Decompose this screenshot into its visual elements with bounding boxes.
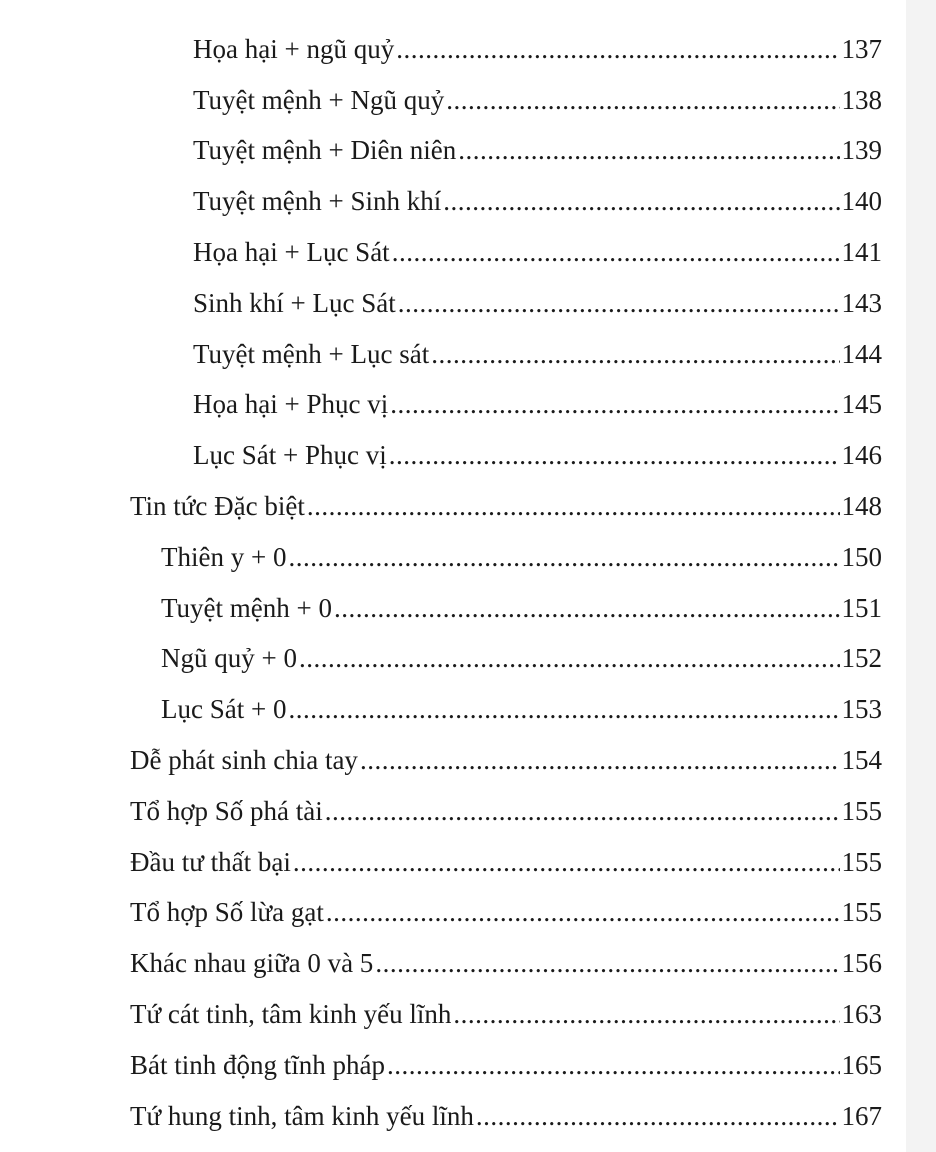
toc-entry-title: Khác nhau giữa 0 và 5: [130, 948, 374, 979]
toc-entry-title: Tổ hợp Số lừa gạt: [130, 897, 324, 928]
toc-page-number: 140: [841, 186, 882, 217]
toc-page-number: 150: [841, 541, 882, 572]
table-of-contents: [0, 24, 936, 1142]
toc-page-number: 144: [841, 338, 882, 369]
toc-entry-row: [130, 796, 882, 827]
toc-page-number: 148: [841, 491, 882, 522]
toc-entry-row: [193, 389, 882, 420]
toc-page-number: 138: [841, 84, 882, 115]
toc-entry-title: Đầu tư thất bại: [130, 846, 291, 877]
toc-page-number: 155: [841, 897, 882, 928]
toc-entry-row: [130, 999, 882, 1030]
toc-dot-leader: [446, 85, 839, 116]
toc-entry[interactable]: [0, 430, 936, 481]
toc-entry-row: [130, 948, 882, 979]
toc-entry[interactable]: [0, 176, 936, 227]
toc-page-number: 152: [841, 643, 882, 674]
toc-page-number: 137: [841, 33, 882, 64]
toc-entry-row: [193, 237, 882, 268]
toc-dot-leader: [443, 186, 839, 217]
toc-entry[interactable]: [0, 938, 936, 989]
toc-entry[interactable]: [0, 888, 936, 939]
toc-entry[interactable]: [0, 583, 936, 634]
toc-entry-title: Tứ hung tinh, tâm kinh yếu lĩnh: [130, 1100, 474, 1131]
toc-entry-row: [193, 186, 882, 217]
toc-dot-leader: [299, 643, 840, 674]
toc-entry-title: Sinh khí + Lục Sát: [193, 287, 396, 318]
toc-dot-leader: [375, 948, 839, 979]
toc-dot-leader: [392, 237, 840, 268]
toc-entry-title: Tuyệt mệnh + Sinh khí: [193, 186, 442, 217]
toc-page-number: 146: [841, 440, 882, 471]
toc-entry-title: Tuyệt mệnh + 0: [161, 592, 332, 623]
toc-entry[interactable]: [0, 329, 936, 380]
toc-entry[interactable]: [0, 532, 936, 583]
toc-entry[interactable]: [0, 786, 936, 837]
toc-entry[interactable]: [0, 481, 936, 532]
toc-page-number: 154: [841, 745, 882, 776]
toc-dot-leader: [307, 491, 840, 522]
toc-entry-title: Thiên y + 0: [161, 541, 287, 572]
toc-entry[interactable]: [0, 837, 936, 888]
toc-dot-leader: [360, 745, 840, 776]
toc-entry-row: [130, 1101, 882, 1132]
toc-entry-row: [130, 491, 882, 522]
toc-entry[interactable]: [0, 227, 936, 278]
toc-dot-leader: [431, 339, 839, 370]
toc-entry-title: Dễ phát sinh chia tay: [130, 745, 358, 776]
toc-page-number: 163: [841, 999, 882, 1030]
toc-entry-row: [193, 135, 882, 166]
toc-dot-leader: [453, 999, 839, 1030]
toc-page-number: 145: [841, 389, 882, 420]
toc-entry-row: [130, 1050, 882, 1081]
toc-page-number: 165: [841, 1049, 882, 1080]
toc-page-number: 143: [841, 287, 882, 318]
toc-page-number: 153: [841, 694, 882, 725]
toc-entry-title: Tuyệt mệnh + Lục sát: [193, 338, 430, 369]
toc-entry-row: [193, 85, 882, 116]
toc-entry[interactable]: [0, 24, 936, 75]
toc-entry-title: Bát tinh động tĩnh pháp: [130, 1049, 385, 1080]
toc-dot-leader: [334, 593, 840, 624]
toc-entry[interactable]: [0, 989, 936, 1040]
toc-entry[interactable]: [0, 1091, 936, 1142]
toc-entry[interactable]: [0, 1040, 936, 1091]
toc-page-number: 155: [841, 846, 882, 877]
toc-dot-leader: [458, 135, 839, 166]
toc-dot-leader: [325, 796, 840, 827]
toc-entry-title: Tuyệt mệnh + Ngũ quỷ: [193, 84, 445, 115]
toc-entry[interactable]: [0, 126, 936, 177]
toc-entry-title: Tuyệt mệnh + Diên niên: [193, 135, 457, 166]
toc-entry-title: Tứ cát tinh, tâm kinh yếu lĩnh: [130, 999, 452, 1030]
toc-entry[interactable]: [0, 75, 936, 126]
toc-entry[interactable]: [0, 380, 936, 431]
toc-entry-row: [130, 847, 882, 878]
toc-dot-leader: [396, 34, 839, 65]
toc-dot-leader: [390, 389, 839, 420]
toc-entry-title: Họa hại + ngũ quỷ: [193, 33, 395, 64]
toc-dot-leader: [326, 897, 840, 928]
toc-entry-row: [130, 897, 882, 928]
toc-page-number: 151: [841, 592, 882, 623]
toc-entry-row: [161, 643, 882, 674]
toc-dot-leader: [288, 542, 839, 573]
toc-page-number: 155: [841, 795, 882, 826]
toc-entry-title: Tổ hợp Số phá tài: [130, 795, 323, 826]
toc-entry-title: Lục Sát + Phục vị: [193, 440, 387, 471]
toc-page-number: 167: [841, 1100, 882, 1131]
toc-page-number: 139: [841, 135, 882, 166]
toc-page-number: 141: [841, 237, 882, 268]
toc-entry-row: [193, 440, 882, 471]
toc-entry[interactable]: [0, 735, 936, 786]
toc-entry[interactable]: [0, 684, 936, 735]
toc-entry[interactable]: [0, 278, 936, 329]
toc-entry-row: [193, 34, 882, 65]
toc-entry-row: [193, 339, 882, 370]
toc-entry-title: Ngũ quỷ + 0: [161, 643, 297, 674]
toc-dot-leader: [476, 1101, 840, 1132]
toc-dot-leader: [387, 1050, 840, 1081]
toc-entry[interactable]: [0, 634, 936, 685]
toc-dot-leader: [398, 288, 840, 319]
toc-dot-leader: [288, 694, 839, 725]
toc-entry-title: Lục Sát + 0: [161, 694, 287, 725]
toc-entry-row: [161, 694, 882, 725]
toc-page-number: 156: [841, 948, 882, 979]
toc-entry-row: [161, 542, 882, 573]
toc-dot-leader: [389, 440, 840, 471]
toc-entry-row: [161, 593, 882, 624]
toc-entry-title: Tin tức Đặc biệt: [130, 491, 305, 522]
toc-dot-leader: [293, 847, 840, 878]
toc-entry-title: Họa hại + Lục Sát: [193, 237, 390, 268]
toc-entry-row: [130, 745, 882, 776]
toc-entry-row: [193, 288, 882, 319]
toc-entry-title: Họa hại + Phục vị: [193, 389, 389, 420]
